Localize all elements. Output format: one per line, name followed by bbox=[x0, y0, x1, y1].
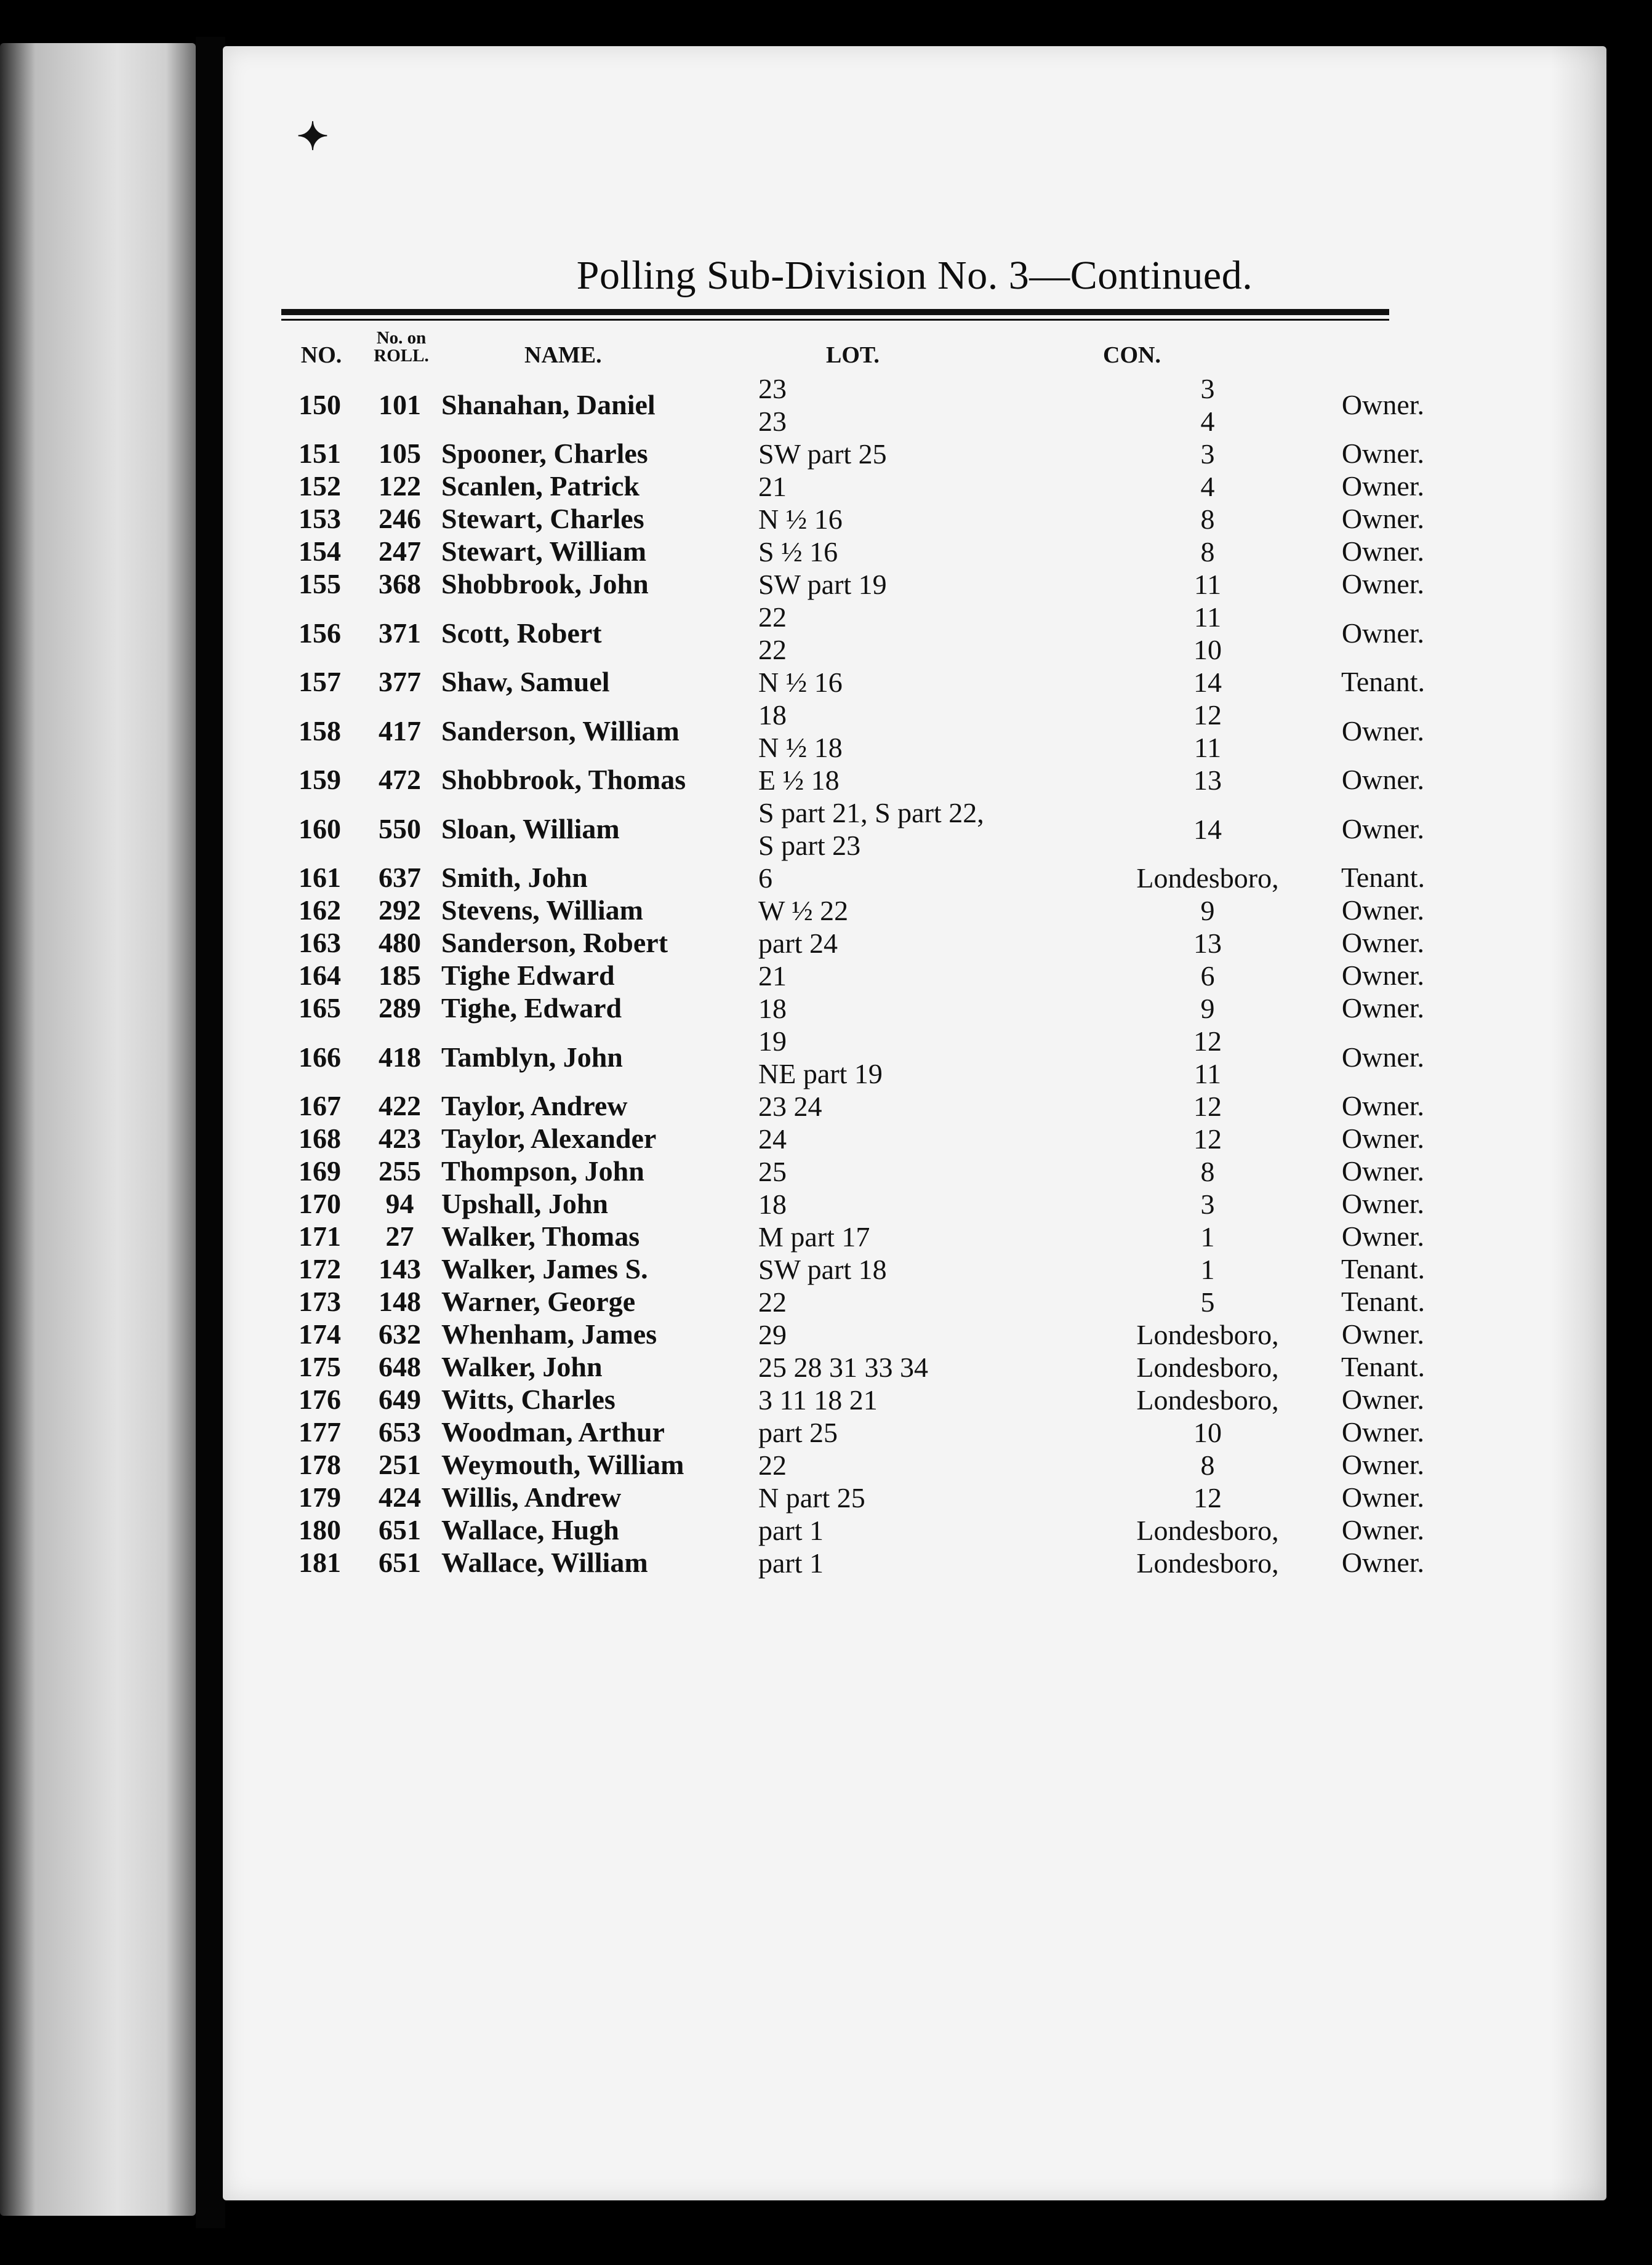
lot-value: M part 17 bbox=[758, 1221, 870, 1253]
row-number: 175 bbox=[299, 1351, 341, 1382]
roll-number: 122 bbox=[379, 470, 421, 502]
con-value: 9 bbox=[1200, 993, 1215, 1024]
row-number: 181 bbox=[299, 1547, 341, 1578]
lot-value: part 24 bbox=[758, 928, 838, 959]
voter-name: Shobbrook, Thomas bbox=[441, 764, 686, 795]
con-value: 4 bbox=[1200, 471, 1215, 502]
voter-name: Sanderson, William bbox=[441, 715, 680, 747]
status-value: Owner. bbox=[1341, 470, 1425, 502]
roll-number: 148 bbox=[379, 1286, 421, 1317]
row-number: 170 bbox=[299, 1188, 341, 1219]
table-row bbox=[223, 470, 1606, 503]
roll-number: 423 bbox=[379, 1123, 421, 1154]
status-value: Owner. bbox=[1341, 503, 1425, 534]
con-value: 3 4 bbox=[1200, 373, 1215, 437]
con-value: Londesboro, bbox=[1136, 1384, 1279, 1416]
roll-number: 289 bbox=[379, 992, 421, 1024]
con-value: 12 11 bbox=[1193, 699, 1222, 763]
table-row bbox=[223, 1090, 1606, 1123]
con-value: 3 bbox=[1200, 1189, 1215, 1220]
column-header-no: NO. bbox=[300, 342, 342, 368]
row-number: 160 bbox=[299, 812, 341, 844]
table-row bbox=[223, 1481, 1606, 1514]
lot-value: 22 bbox=[758, 1286, 787, 1318]
table-row bbox=[223, 862, 1606, 894]
lot-value: 3 11 18 21 bbox=[758, 1384, 878, 1416]
roll-number: 246 bbox=[379, 503, 421, 534]
con-value: 12 11 bbox=[1193, 1025, 1222, 1089]
row-number: 153 bbox=[299, 503, 341, 534]
table-row bbox=[223, 1318, 1606, 1351]
lot-value: SW part 19 bbox=[758, 569, 887, 600]
voter-name: Tamblyn, John bbox=[441, 1041, 623, 1073]
row-number: 176 bbox=[299, 1384, 341, 1415]
table-row bbox=[223, 1449, 1606, 1481]
roll-number: 368 bbox=[379, 568, 421, 599]
roll-number: 377 bbox=[379, 666, 421, 697]
lot-value: 22 22 bbox=[758, 601, 787, 665]
lot-value: 24 bbox=[758, 1123, 787, 1155]
lot-value: N ½ 16 bbox=[758, 667, 843, 698]
table-row bbox=[223, 1384, 1606, 1416]
voter-name: Walker, James S. bbox=[441, 1253, 648, 1285]
con-value: 10 bbox=[1193, 1417, 1222, 1448]
row-number: 167 bbox=[299, 1090, 341, 1121]
voter-name: Thompson, John bbox=[441, 1155, 644, 1187]
roll-number: 422 bbox=[379, 1090, 421, 1121]
table-row bbox=[223, 535, 1606, 568]
lot-value: 22 bbox=[758, 1449, 787, 1481]
column-header-name: NAME. bbox=[524, 342, 602, 368]
status-value: Owner. bbox=[1341, 617, 1425, 649]
column-header-roll bbox=[361, 329, 441, 365]
table-row bbox=[223, 1188, 1606, 1221]
roll-number: 632 bbox=[379, 1318, 421, 1350]
table-row bbox=[223, 503, 1606, 535]
row-number: 155 bbox=[299, 568, 341, 599]
lot-value: 18 bbox=[758, 993, 787, 1024]
lot-value: N ½ 16 bbox=[758, 503, 843, 535]
status-value: Owner. bbox=[1341, 960, 1425, 991]
lot-value: SW part 25 bbox=[758, 438, 887, 470]
roll-number: 251 bbox=[379, 1449, 421, 1480]
con-value: 5 bbox=[1200, 1286, 1215, 1318]
lot-value: E ½ 18 bbox=[758, 764, 840, 796]
status-value: Owner. bbox=[1341, 568, 1425, 599]
table-row bbox=[223, 666, 1606, 699]
voter-name: Wallace, Hugh bbox=[441, 1514, 619, 1545]
roll-number: 480 bbox=[379, 927, 421, 958]
book-gutter bbox=[196, 37, 225, 2228]
status-value: Owner. bbox=[1341, 388, 1425, 420]
voter-name: Shaw, Samuel bbox=[441, 666, 610, 697]
con-value: 13 bbox=[1193, 764, 1222, 796]
voter-name: Tighe Edward bbox=[441, 960, 615, 991]
lot-value: SW part 18 bbox=[758, 1254, 887, 1285]
status-value: Owner. bbox=[1341, 1514, 1425, 1545]
column-header-roll-line1: No. on bbox=[376, 328, 427, 348]
status-value: Owner. bbox=[1341, 927, 1425, 958]
roll-number: 185 bbox=[379, 960, 421, 991]
roll-number: 101 bbox=[379, 388, 421, 420]
table-row bbox=[223, 992, 1606, 1025]
con-value: 11 10 bbox=[1193, 601, 1222, 665]
voter-name: Tighe, Edward bbox=[441, 992, 622, 1024]
lot-value: part 1 bbox=[758, 1547, 824, 1579]
roll-number: 472 bbox=[379, 764, 421, 795]
header-rule-thick bbox=[281, 309, 1389, 315]
row-number: 172 bbox=[299, 1253, 341, 1285]
voter-name: Stevens, William bbox=[441, 894, 643, 926]
row-number: 163 bbox=[299, 927, 341, 958]
table-row bbox=[223, 438, 1606, 470]
table-row bbox=[223, 894, 1606, 927]
con-value: 8 bbox=[1200, 536, 1215, 567]
voter-name: Warner, George bbox=[441, 1286, 636, 1317]
row-number: 166 bbox=[299, 1041, 341, 1073]
status-value: Owner. bbox=[1341, 1123, 1425, 1154]
row-number: 154 bbox=[299, 535, 341, 567]
lot-value: 18 N ½ 18 bbox=[758, 699, 843, 763]
voter-name: Stewart, Charles bbox=[441, 503, 644, 534]
voter-name: Shobbrook, John bbox=[441, 568, 649, 599]
status-value: Owner. bbox=[1341, 894, 1425, 926]
lot-value: part 25 bbox=[758, 1417, 838, 1448]
row-number: 179 bbox=[299, 1481, 341, 1513]
status-value: Owner. bbox=[1341, 992, 1425, 1024]
lot-value: 21 bbox=[758, 471, 787, 502]
voter-name: Walker, Thomas bbox=[441, 1221, 640, 1252]
document-page bbox=[223, 46, 1606, 2200]
lot-value: 25 28 31 33 34 bbox=[758, 1352, 928, 1383]
roll-number: 418 bbox=[379, 1041, 421, 1073]
row-number: 156 bbox=[299, 617, 341, 649]
lot-value: 23 24 bbox=[758, 1091, 822, 1122]
row-number: 178 bbox=[299, 1449, 341, 1480]
roll-number: 292 bbox=[379, 894, 421, 926]
column-header-lot: LOT. bbox=[826, 342, 880, 368]
status-value: Owner. bbox=[1341, 1318, 1425, 1350]
table-row bbox=[223, 1123, 1606, 1155]
column-header-con: CON. bbox=[1103, 342, 1161, 368]
row-number: 169 bbox=[299, 1155, 341, 1187]
status-value: Owner. bbox=[1341, 1155, 1425, 1187]
lot-value: S part 21, S part 22, S part 23 bbox=[758, 797, 984, 861]
con-value: 13 bbox=[1193, 928, 1222, 959]
lot-value: 18 bbox=[758, 1189, 787, 1220]
status-value: Tenant. bbox=[1341, 1351, 1425, 1382]
status-value: Tenant. bbox=[1341, 1253, 1425, 1285]
page-title: Polling Sub-Division No. 3—Continued. bbox=[576, 253, 1253, 298]
voter-name: Weymouth, William bbox=[441, 1449, 684, 1480]
status-value: Owner. bbox=[1341, 1481, 1425, 1513]
con-value: 9 bbox=[1200, 895, 1215, 926]
voter-name: Walker, John bbox=[441, 1351, 603, 1382]
roll-number: 105 bbox=[379, 438, 421, 469]
voter-name: Scott, Robert bbox=[441, 617, 602, 649]
table-row bbox=[223, 1155, 1606, 1188]
con-value: 8 bbox=[1200, 1449, 1215, 1481]
roll-number: 637 bbox=[379, 862, 421, 893]
row-number: 157 bbox=[299, 666, 341, 697]
table-row bbox=[223, 1025, 1606, 1090]
status-value: Owner. bbox=[1341, 1547, 1425, 1578]
voter-name: Sloan, William bbox=[441, 812, 620, 844]
lot-value: part 1 bbox=[758, 1515, 824, 1546]
table-row bbox=[223, 1253, 1606, 1286]
con-value: 12 bbox=[1193, 1091, 1222, 1122]
con-value: Londesboro, bbox=[1136, 1547, 1279, 1579]
voter-name: Stewart, William bbox=[441, 535, 647, 567]
lot-value: 6 bbox=[758, 862, 772, 894]
header-rule-thin bbox=[281, 319, 1389, 321]
con-value: Londesboro, bbox=[1136, 1352, 1279, 1383]
con-value: 12 bbox=[1193, 1123, 1222, 1155]
roll-number: 651 bbox=[379, 1547, 421, 1578]
status-value: Owner. bbox=[1341, 764, 1425, 795]
roll-number: 648 bbox=[379, 1351, 421, 1382]
roll-number: 255 bbox=[379, 1155, 421, 1187]
lot-value: W ½ 22 bbox=[758, 895, 849, 926]
table-row bbox=[223, 699, 1606, 764]
lot-value: 19 NE part 19 bbox=[758, 1025, 883, 1089]
con-value: 3 bbox=[1200, 438, 1215, 470]
row-number: 152 bbox=[299, 470, 341, 502]
con-value: Londesboro, bbox=[1136, 1515, 1279, 1546]
row-number: 177 bbox=[299, 1416, 341, 1448]
column-header-roll-line2: ROLL. bbox=[374, 346, 429, 366]
row-number: 159 bbox=[299, 764, 341, 795]
voter-name: Smith, John bbox=[441, 862, 588, 893]
table-row bbox=[223, 372, 1606, 438]
row-number: 161 bbox=[299, 862, 341, 893]
row-number: 173 bbox=[299, 1286, 341, 1317]
voter-name: Witts, Charles bbox=[441, 1384, 615, 1415]
row-number: 164 bbox=[299, 960, 341, 991]
table-row bbox=[223, 960, 1606, 992]
voter-name: Woodman, Arthur bbox=[441, 1416, 665, 1448]
con-value: 1 bbox=[1200, 1254, 1215, 1285]
ink-mark: ✦ bbox=[297, 116, 329, 158]
lot-value: 23 23 bbox=[758, 373, 787, 437]
row-number: 150 bbox=[299, 388, 341, 420]
table-row bbox=[223, 1416, 1606, 1449]
voter-name: Taylor, Andrew bbox=[441, 1090, 628, 1121]
table-row bbox=[223, 927, 1606, 960]
roll-number: 653 bbox=[379, 1416, 421, 1448]
status-value: Owner. bbox=[1341, 1090, 1425, 1121]
status-value: Owner. bbox=[1341, 1449, 1425, 1480]
con-value: 6 bbox=[1200, 960, 1215, 992]
row-number: 158 bbox=[299, 715, 341, 747]
roll-number: 649 bbox=[379, 1384, 421, 1415]
status-value: Owner. bbox=[1341, 715, 1425, 747]
lot-value: 21 bbox=[758, 960, 787, 992]
row-number: 162 bbox=[299, 894, 341, 926]
voter-name: Sanderson, Robert bbox=[441, 927, 668, 958]
status-value: Owner. bbox=[1341, 1041, 1425, 1073]
status-value: Tenant. bbox=[1341, 666, 1425, 697]
status-value: Owner. bbox=[1341, 1416, 1425, 1448]
table-row bbox=[223, 601, 1606, 666]
voter-name: Shanahan, Daniel bbox=[441, 388, 656, 420]
status-value: Owner. bbox=[1341, 1384, 1425, 1415]
table-row bbox=[223, 1286, 1606, 1318]
con-value: 8 bbox=[1200, 1156, 1215, 1187]
voter-name: Whenham, James bbox=[441, 1318, 657, 1350]
roll-number: 143 bbox=[379, 1253, 421, 1285]
status-value: Owner. bbox=[1341, 1221, 1425, 1252]
row-number: 174 bbox=[299, 1318, 341, 1350]
status-value: Tenant. bbox=[1341, 862, 1425, 893]
lot-value: S ½ 16 bbox=[758, 536, 838, 567]
table-row bbox=[223, 568, 1606, 601]
table-row bbox=[223, 764, 1606, 796]
voter-name: Wallace, William bbox=[441, 1547, 648, 1578]
roll-number: 27 bbox=[385, 1221, 414, 1252]
lot-value: 29 bbox=[758, 1319, 787, 1350]
voter-name: Spooner, Charles bbox=[441, 438, 648, 469]
roll-number: 424 bbox=[379, 1481, 421, 1513]
row-number: 165 bbox=[299, 992, 341, 1024]
lot-value: N part 25 bbox=[758, 1482, 865, 1513]
con-value: 8 bbox=[1200, 503, 1215, 535]
roll-number: 550 bbox=[379, 812, 421, 844]
roll-number: 247 bbox=[379, 535, 421, 567]
status-value: Owner. bbox=[1341, 1188, 1425, 1219]
voter-name: Willis, Andrew bbox=[441, 1481, 622, 1513]
voter-name: Scanlen, Patrick bbox=[441, 470, 640, 502]
row-number: 168 bbox=[299, 1123, 341, 1154]
con-value: 12 bbox=[1193, 1482, 1222, 1513]
facing-page-edge bbox=[0, 43, 196, 2216]
roll-number: 651 bbox=[379, 1514, 421, 1545]
con-value: Londesboro, bbox=[1136, 862, 1279, 894]
table-row bbox=[223, 1514, 1606, 1547]
con-value: 1 bbox=[1200, 1221, 1215, 1253]
table-row bbox=[223, 1221, 1606, 1253]
status-value: Owner. bbox=[1341, 438, 1425, 469]
roll-number: 94 bbox=[385, 1188, 414, 1219]
roll-number: 417 bbox=[379, 715, 421, 747]
row-number: 171 bbox=[299, 1221, 341, 1252]
status-value: Owner. bbox=[1341, 535, 1425, 567]
status-value: Tenant. bbox=[1341, 1286, 1425, 1317]
table-row bbox=[223, 1351, 1606, 1384]
table-row bbox=[223, 796, 1606, 862]
con-value: Londesboro, bbox=[1136, 1319, 1279, 1350]
voter-name: Taylor, Alexander bbox=[441, 1123, 657, 1154]
con-value: 14 bbox=[1193, 813, 1222, 845]
lot-value: 25 bbox=[758, 1156, 787, 1187]
roll-number: 371 bbox=[379, 617, 421, 649]
con-value: 11 bbox=[1193, 569, 1222, 600]
table-row bbox=[223, 1547, 1606, 1579]
status-value: Owner. bbox=[1341, 812, 1425, 844]
row-number: 151 bbox=[299, 438, 341, 469]
voter-name: Upshall, John bbox=[441, 1188, 609, 1219]
con-value: 14 bbox=[1193, 667, 1222, 698]
row-number: 180 bbox=[299, 1514, 341, 1545]
